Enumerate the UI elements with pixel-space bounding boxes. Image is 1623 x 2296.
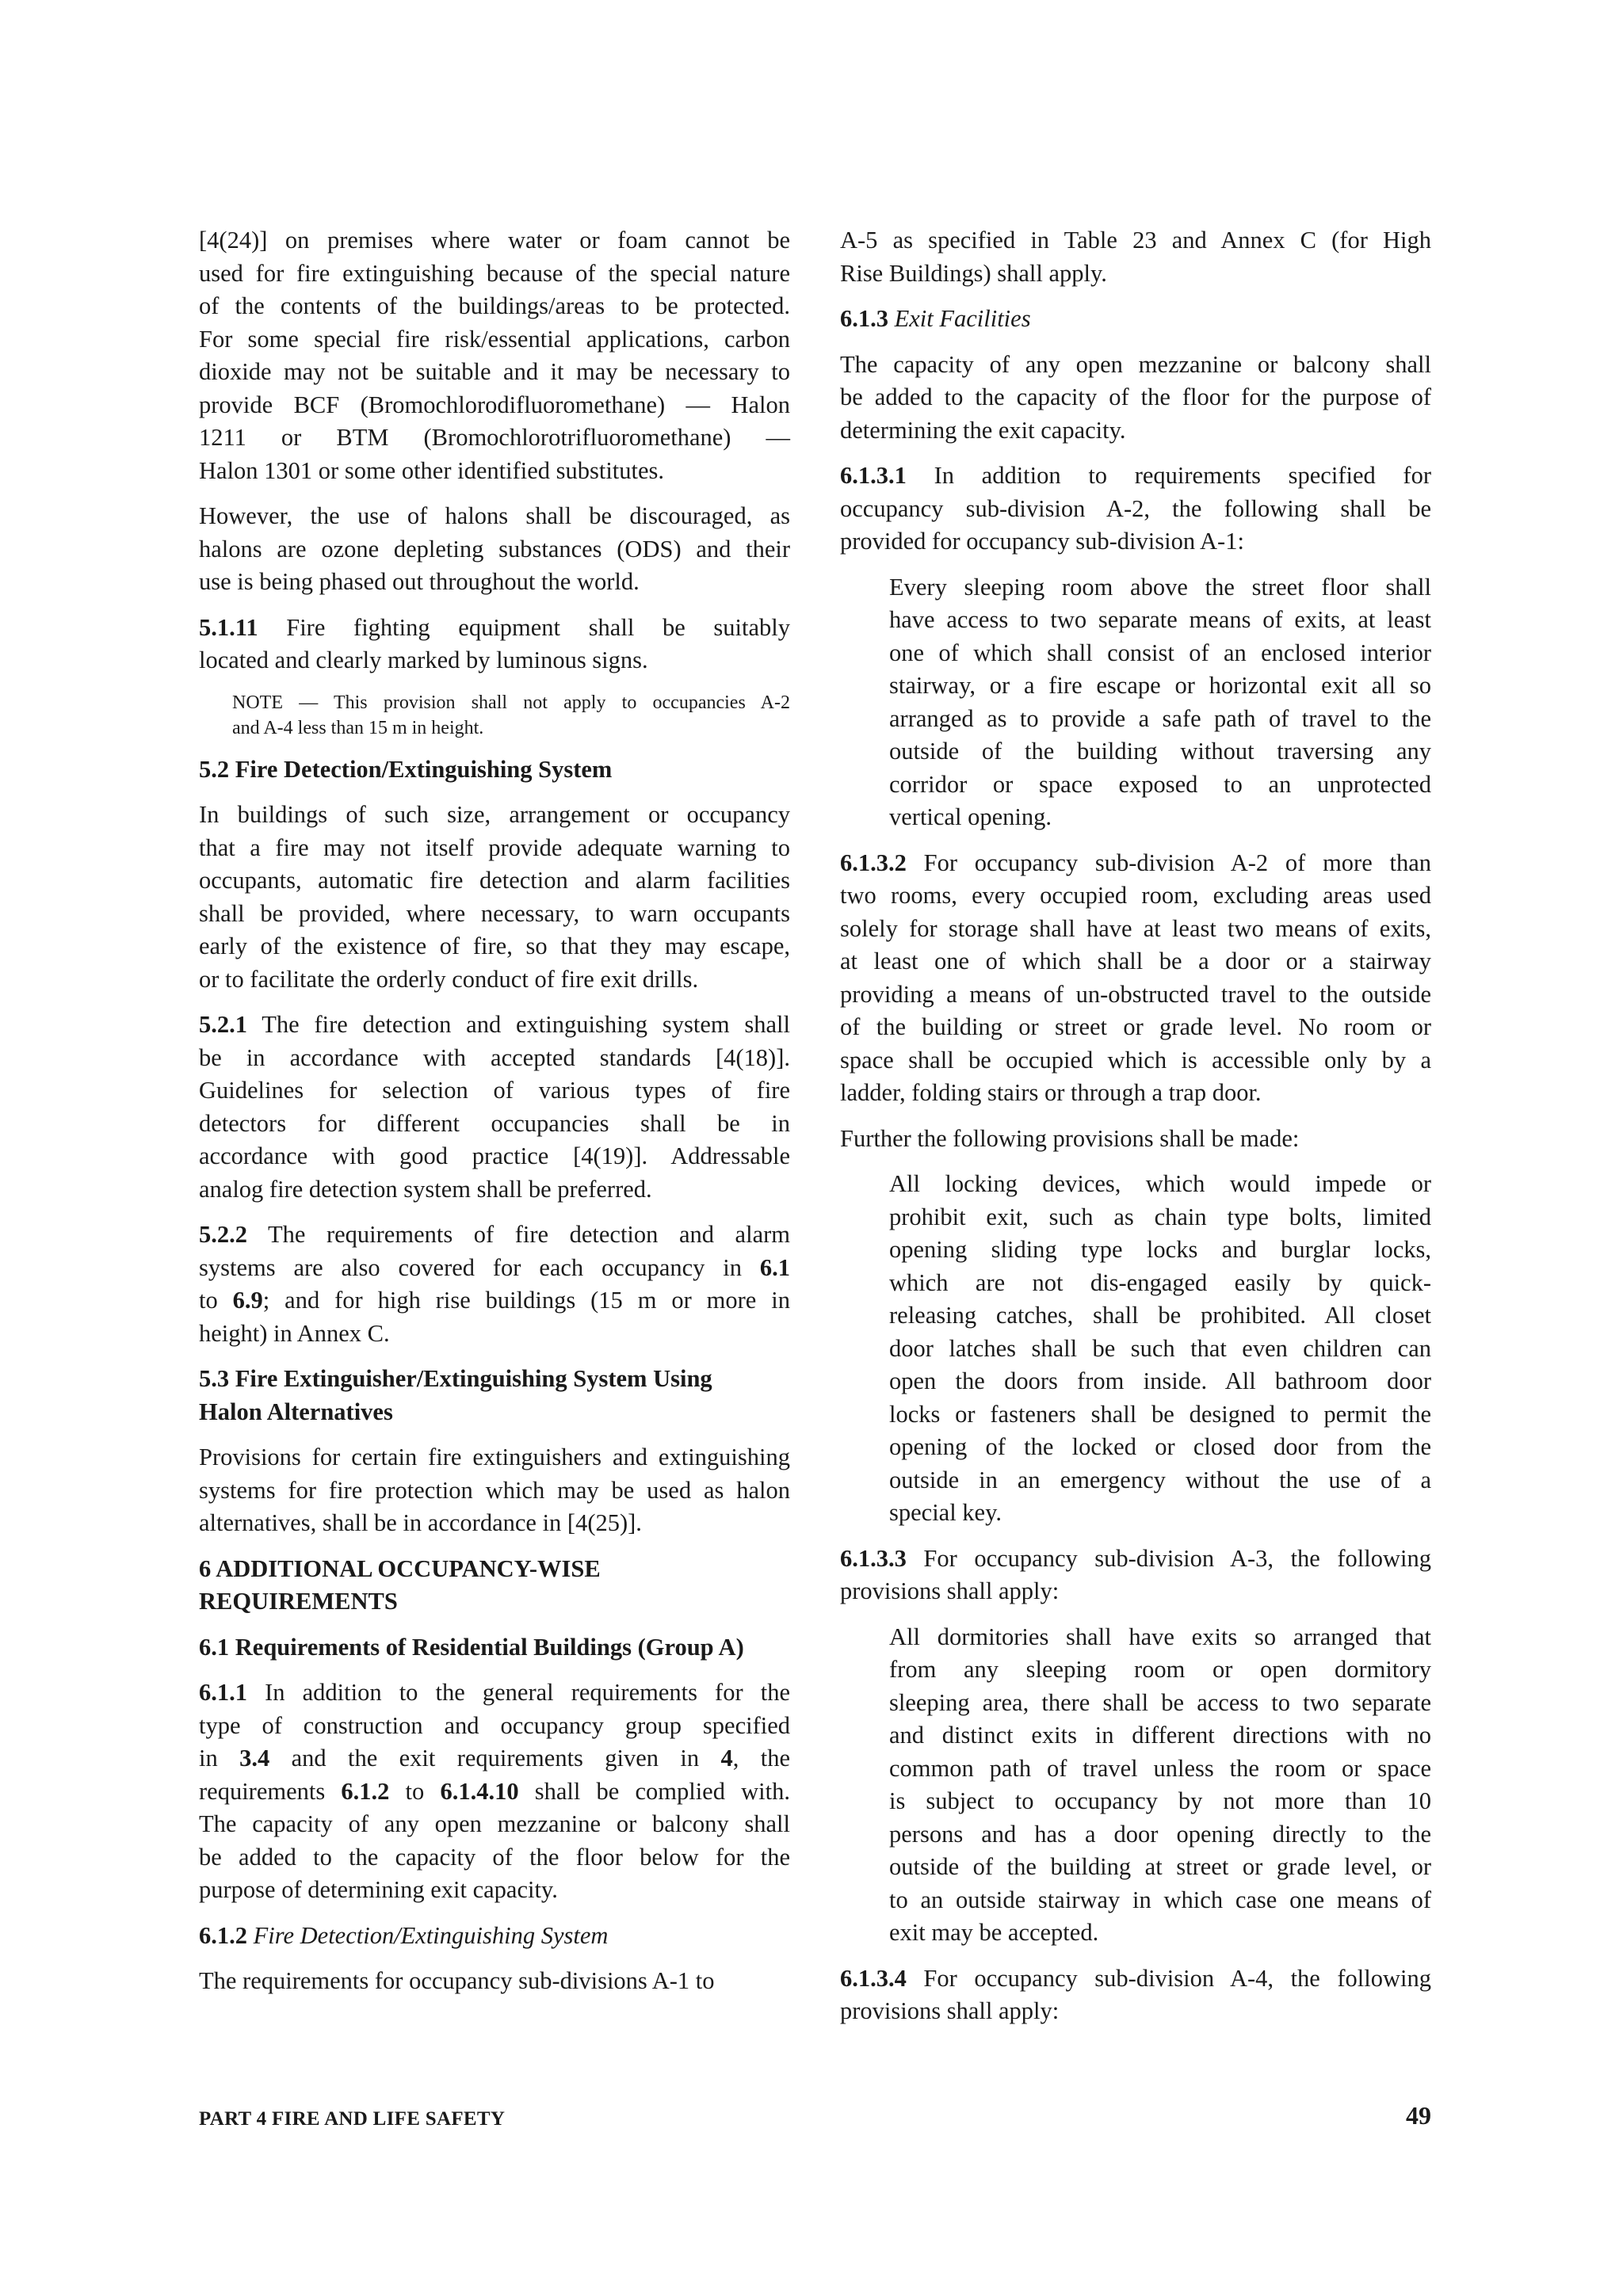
text-run: However, the use of halons shall be discouraged, as — [199, 502, 790, 529]
text-run: requirements — [199, 1777, 342, 1805]
text-run: in — [199, 1745, 240, 1772]
text-run: to — [199, 1287, 233, 1314]
paragraph-line: corridor or space exposed to an unprotected — [889, 770, 1431, 798]
paragraph-line — [199, 1965, 790, 1998]
text-run: 1211 or BTM (Bromochlorotrifluoromethane) — — [199, 424, 790, 451]
text-run: type of construction and occupancy group specified — [199, 1711, 790, 1739]
paragraph-line — [199, 257, 790, 291]
paragraph — [199, 1441, 790, 1540]
paragraph-line — [199, 224, 790, 257]
indented-paragraph — [840, 1621, 1431, 1950]
paragraph-line: common path of travel unless the room or space — [889, 1754, 1431, 1782]
text-run: be added to the capacity of the floor for the purpose of — [840, 383, 1431, 410]
paragraph-line — [199, 864, 790, 898]
cross-reference: 6.9 — [232, 1287, 263, 1314]
text-run: , the — [732, 1745, 790, 1772]
paragraph-line — [840, 978, 1431, 1012]
paragraph-line — [199, 1874, 790, 1907]
paragraph-line: stairway, or a fire escape or horizontal exit all so — [889, 672, 1431, 699]
paragraph-line — [840, 1077, 1431, 1110]
text-run: early of the existence of fire, so that they may escape, — [199, 933, 790, 959]
text-run: at least one of which shall be a door or a stairway — [840, 948, 1431, 974]
text-run: A-5 as specified in Table 23 and Annex C (for High — [840, 227, 1431, 254]
text-run: providing a means of un-obstructed travel to the outside — [840, 980, 1431, 1008]
paragraph — [199, 1965, 790, 1998]
text-run: use is being phased out throughout the world. — [199, 568, 640, 595]
clause-paragraph — [199, 1676, 790, 1907]
paragraph — [840, 1123, 1431, 1156]
paragraph — [840, 224, 1431, 290]
text-run: The fire detection and extinguishing system shall — [247, 1011, 790, 1038]
paragraph-line — [199, 1173, 790, 1207]
text-run: analog fire detection system shall be preferred. — [199, 1175, 652, 1203]
text-run: The requirements for occupancy sub-divisions A-1 to — [199, 1967, 715, 1994]
paragraph-line: All locking devices, which would impede or — [889, 1170, 1431, 1197]
clause-paragraph — [840, 1543, 1431, 1608]
paragraph-line — [840, 847, 1431, 880]
paragraph-line: All dormitories shall have exits so arranged that — [889, 1623, 1431, 1650]
paragraph-line — [199, 1284, 790, 1318]
paragraph-line: outside of the building without traversing any — [889, 738, 1431, 765]
text-run: of the contents of the buildings/areas to be protected. — [199, 292, 790, 319]
paragraph-line — [840, 1011, 1431, 1044]
clause-number: 6.1.2 — [199, 1921, 247, 1949]
paragraph-line — [840, 381, 1431, 414]
text-run: be added to the capacity of the floor below for the — [199, 1843, 790, 1871]
paragraph-line: is subject to occupancy by not more than 10 — [889, 1787, 1431, 1814]
text-run: The requirements of fire detection and alarm — [247, 1221, 790, 1248]
paragraph-line — [199, 1507, 790, 1540]
text-run: The capacity of any open mezzanine or balcony shall — [199, 1810, 790, 1837]
note-line: NOTE — This provision shall not apply to occupancies A-2 — [232, 692, 790, 713]
section-heading — [199, 1631, 790, 1665]
running-footer-title: PART 4 FIRE AND LIFE SAFETY — [199, 2108, 506, 2130]
paragraph-line: sleeping area, there shall be access to two separate — [889, 1688, 1431, 1716]
paragraph-line: releasing catches, shall be prohibited. All closet — [889, 1302, 1431, 1329]
clause-number: 6.1.3.2 — [840, 849, 907, 876]
paragraph-line — [199, 389, 790, 422]
section-heading — [199, 1553, 790, 1619]
indented-paragraph — [840, 1168, 1431, 1530]
paragraph-line: locks or fasteners shall be designed to permit the — [889, 1400, 1431, 1428]
paragraph-line — [840, 349, 1431, 382]
paragraph-line: exit may be accepted. — [889, 1919, 1099, 1946]
text-run: detectors for different occupancies shall be in — [199, 1109, 790, 1137]
text-run: Guidelines for selection of various types of fire — [199, 1077, 790, 1104]
paragraph-line — [199, 1074, 790, 1108]
paragraph — [199, 500, 790, 599]
paragraph-line: special key. — [889, 1499, 1002, 1526]
paragraph-line — [199, 1318, 790, 1351]
text-run: ; and for high rise buildings (15 m or more in — [262, 1287, 790, 1314]
paragraph-line — [199, 1042, 790, 1075]
text-run: used for fire extinguishing because of the special nature — [199, 259, 790, 287]
paragraph-line: Every sleeping room above the street floor shall — [889, 573, 1431, 601]
text-run: and the exit requirements given in — [269, 1745, 721, 1772]
subsection-heading — [199, 1920, 790, 1953]
paragraph-line — [840, 1543, 1431, 1576]
paragraph-line — [199, 1808, 790, 1841]
note-line: and A-4 less than 15 m in height. — [232, 717, 484, 738]
paragraph-line — [840, 1123, 1431, 1156]
paragraph-line — [199, 356, 790, 389]
cross-reference: 3.4 — [239, 1745, 270, 1772]
text-run: Further the following provisions shall be made: — [840, 1124, 1300, 1152]
clause-title: Exit Facilities — [888, 305, 1031, 332]
text-run: shall be complied with. — [518, 1777, 790, 1805]
paragraph-line — [199, 898, 790, 931]
clause-title: Fire Detection/Extinguishing System — [247, 1921, 609, 1949]
text-run: occupants, automatic fire detection and alarm facilities — [199, 867, 790, 894]
section-heading — [199, 1363, 790, 1428]
page-number: 49 — [1406, 2101, 1431, 2130]
paragraph-line: vertical opening. — [889, 803, 1052, 830]
text-run: be in accordance with accepted standards [4(18)]. — [199, 1043, 790, 1071]
paragraph-line — [840, 1044, 1431, 1077]
text-run: alternatives, shall be in accordance in [4(25)]. — [199, 1509, 642, 1536]
paragraph — [199, 224, 790, 487]
text-run: height) in Annex C. — [199, 1319, 390, 1347]
paragraph-line — [840, 414, 1431, 448]
paragraph-line — [199, 1108, 790, 1141]
text-run: For occupancy sub-division A-4, the following — [906, 1964, 1431, 1992]
heading-line: 6 ADDITIONAL OCCUPANCY-WISE — [199, 1554, 601, 1582]
paragraph-line — [199, 1742, 790, 1775]
clause-number: 6.1.1 — [199, 1679, 247, 1706]
clause-number: 5.2.2 — [199, 1221, 247, 1248]
paragraph — [199, 799, 790, 996]
paragraph-line: outside of the building at street or grade level, or — [889, 1853, 1431, 1880]
text-run: Provisions for certain fire extinguishers and extinguishing — [199, 1444, 790, 1470]
note — [199, 690, 790, 741]
cross-reference: 4 — [720, 1745, 733, 1772]
paragraph-line — [840, 1575, 1431, 1608]
paragraph-line: outside in an emergency without the use of a — [889, 1466, 1431, 1493]
paragraph-line — [840, 224, 1431, 257]
text-run: In addition to requirements specified for — [906, 462, 1431, 489]
text-run: determining the exit capacity. — [840, 416, 1126, 444]
text-run: of the building or street or grade level. No room or — [840, 1013, 1431, 1040]
heading-line — [840, 303, 1431, 336]
paragraph-line — [199, 323, 790, 357]
clause-number: 6.1.3 — [840, 305, 888, 332]
paragraph-line: prohibit exit, such as chain type bolts, limited — [889, 1203, 1431, 1230]
text-run: systems are also covered for each occupancy in — [199, 1253, 760, 1281]
text-run: Fire fighting equipment shall be suitably — [258, 613, 790, 641]
heading-line: REQUIREMENTS — [199, 1588, 398, 1615]
text-run: For occupancy sub-division A-3, the following — [906, 1544, 1431, 1572]
clause-number: 5.2.1 — [199, 1011, 247, 1038]
clause-paragraph — [840, 847, 1431, 1110]
paragraph-line — [840, 493, 1431, 526]
paragraph-line — [199, 1009, 790, 1042]
text-run: In addition to the general requirements for the — [247, 1679, 790, 1706]
paragraph-line: door latches shall be such that even children can — [889, 1334, 1431, 1362]
paragraph-line — [840, 913, 1431, 946]
text-run: halons are ozone depleting substances (ODS) and their — [199, 535, 790, 563]
text-run: two rooms, every occupied room, excluding areas used — [840, 882, 1431, 909]
clause-paragraph — [199, 1009, 790, 1206]
section-heading — [199, 753, 790, 787]
paragraph-line: opening of the locked or closed door from the — [889, 1433, 1431, 1460]
text-run: The capacity of any open mezzanine or balcony shall — [840, 350, 1431, 378]
paragraph-line — [199, 1474, 790, 1508]
paragraph-line — [199, 832, 790, 865]
text-run: In buildings of such size, arrangement or occupancy — [199, 801, 790, 828]
paragraph-line — [840, 879, 1431, 913]
clause-paragraph — [199, 1219, 790, 1350]
text-run: to — [389, 1777, 441, 1805]
paragraph-line: and distinct exits in different directions with no — [889, 1722, 1431, 1749]
paragraph-line — [199, 930, 790, 963]
heading-line: 5.3 Fire Extinguisher/Extinguishing System Using — [199, 1365, 712, 1392]
paragraph-line: to an outside stairway in which case one means of — [889, 1886, 1431, 1913]
paragraph-line: open the doors from inside. All bathroom door — [889, 1367, 1431, 1394]
paragraph-line — [199, 1710, 790, 1743]
paragraph-line — [199, 1775, 790, 1809]
paragraph-line — [199, 799, 790, 832]
text-run: purpose of determining exit capacity. — [199, 1876, 558, 1903]
paragraph-line — [840, 525, 1431, 559]
paragraph-line — [199, 612, 790, 645]
clause-number: 5.1.11 — [199, 613, 258, 641]
text-run: Rise Buildings) shall apply. — [840, 259, 1107, 287]
heading-line — [199, 1920, 790, 1953]
text-run: accordance with good practice [4(19)]. Addressable — [199, 1142, 790, 1169]
text-run: For some special fire risk/essential applications, carbon — [199, 325, 790, 353]
cross-reference: 6.1.2 — [341, 1777, 390, 1805]
paragraph-line — [199, 1676, 790, 1710]
subsection-heading — [840, 303, 1431, 336]
clause-number: 6.1.3.4 — [840, 1964, 907, 1992]
paragraph-line — [840, 945, 1431, 978]
text-run: located and clearly marked by luminous signs. — [199, 646, 648, 673]
clause-number: 6.1.3.1 — [840, 462, 907, 489]
paragraph-line — [840, 460, 1431, 493]
text-run: dioxide may not be suitable and it may be necessary to — [199, 358, 790, 385]
paragraph — [840, 349, 1431, 448]
text-run: or to facilitate the orderly conduct of fire exit drills. — [199, 965, 699, 993]
paragraph-line — [199, 1252, 790, 1285]
paragraph-line — [840, 257, 1431, 291]
paragraph-line — [199, 963, 790, 997]
text-run: Halon 1301 or some other identified substitutes. — [199, 456, 665, 484]
clause-number: 6.1.3.3 — [840, 1544, 907, 1572]
clause-paragraph — [840, 1962, 1431, 2028]
paragraph-line — [199, 1140, 790, 1173]
heading-line: 6.1 Requirements of Residential Buildings (Group A) — [199, 1633, 744, 1661]
paragraph-line — [199, 1841, 790, 1875]
text-run: provided for occupancy sub-division A-1: — [840, 528, 1244, 555]
paragraph-line: persons and has a door opening directly to the — [889, 1820, 1431, 1848]
paragraph-line — [199, 421, 790, 455]
text-run: systems for fire protection which may be used as halon — [199, 1476, 790, 1504]
indented-paragraph — [840, 571, 1431, 834]
clause-paragraph — [199, 612, 790, 677]
text-run: provisions shall apply: — [840, 1997, 1060, 2024]
paragraph-line: arranged as to provide a safe path of travel to the — [889, 704, 1431, 732]
cross-reference: 6.1 — [759, 1253, 790, 1281]
text-run: shall be provided, where necessary, to warn occupants — [199, 899, 790, 927]
paragraph-line — [199, 1441, 790, 1474]
text-run: space shall be occupied which is accessible only by a — [840, 1046, 1431, 1074]
paragraph-line — [199, 566, 790, 599]
right-column — [840, 224, 1431, 2028]
heading-line: 5.2 Fire Detection/Extinguishing System — [199, 755, 613, 783]
paragraph-line: have access to two separate means of exits, at least — [889, 606, 1431, 633]
paragraph-line: which are not dis-engaged easily by quick- — [889, 1268, 1431, 1296]
paragraph-line — [199, 644, 790, 677]
paragraph-line — [840, 1962, 1431, 1996]
clause-paragraph — [840, 460, 1431, 559]
paragraph-line — [199, 1219, 790, 1252]
paragraph-line — [199, 533, 790, 566]
text-run: solely for storage shall have at least two means of exits, — [840, 914, 1431, 942]
text-run: For occupancy sub-division A-2 of more than — [906, 849, 1431, 876]
paragraph-line — [199, 500, 790, 533]
text-run: provisions shall apply: — [840, 1577, 1060, 1604]
paragraph-line: one of which shall consist of an enclosed interior — [889, 639, 1431, 666]
left-column — [199, 224, 790, 1998]
paragraph-line — [199, 290, 790, 323]
paragraph-line: opening sliding type locks and burglar locks, — [889, 1236, 1431, 1263]
heading-line: Halon Alternatives — [199, 1398, 393, 1425]
text-run: provide BCF (Bromochlorodifluoromethane) — Halon — [199, 391, 790, 418]
text-run: [4(24)] on premises where water or foam cannot be — [199, 227, 790, 254]
paragraph-line — [840, 1995, 1431, 2028]
paragraph-line — [199, 455, 790, 488]
text-run: ladder, folding stairs or through a trap door. — [840, 1079, 1262, 1106]
paragraph-line: from any sleeping room or open dormitory — [889, 1656, 1431, 1683]
text-run: occupancy sub-division A-2, the following shall be — [840, 494, 1431, 522]
cross-reference: 6.1.4.10 — [440, 1777, 519, 1805]
text-run: that a fire may not itself provide adequate warning to — [199, 833, 790, 861]
